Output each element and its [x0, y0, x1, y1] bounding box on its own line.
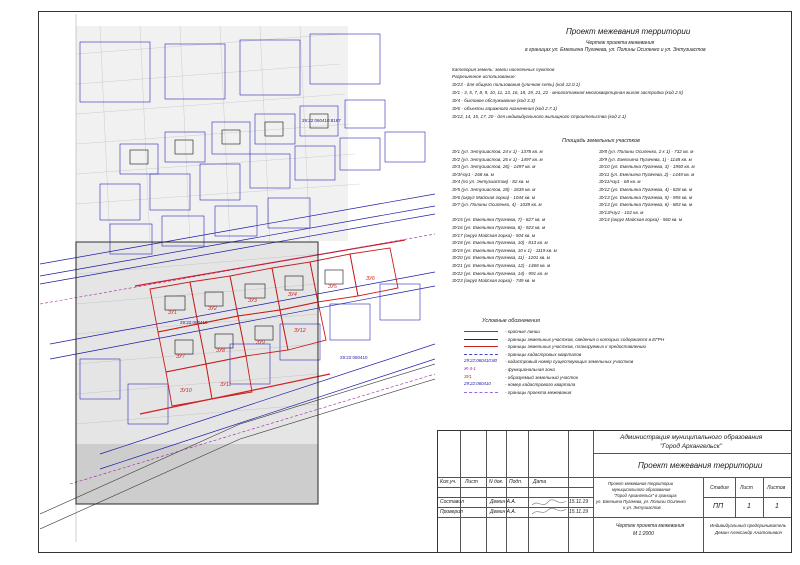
cadastral-number-label: 29:22:060410:8167 [302, 118, 341, 123]
stamp-row2-name: Демин А.А. [490, 509, 517, 515]
stamp-divider [438, 507, 593, 508]
legend-line-swatch [464, 331, 498, 332]
stamp-org2: "Город Архангельск" [660, 443, 723, 450]
stamp-col-podp: Подп. [509, 479, 523, 485]
stamp-divider [438, 517, 791, 518]
legend-sample: ЗУ1 [464, 373, 472, 379]
stamp-sheet-value: 1 [747, 503, 751, 510]
area-item: ЗУ8 (ул. Полины Осипенко, 2 к 1) - 732 кв. м [599, 149, 694, 154]
legend-line-swatch [464, 339, 498, 340]
area-item: ЗУ11 (ул. Емельяна Пугачева, 2) - 1449 кв. м [599, 171, 695, 177]
area-item: ЗУ10 (ул. Емельяна Пугачева, 3) - 1950 кв. м [599, 164, 695, 170]
area-item: ЗУ4 (по ул. Энтузиастов) - 82 кв. м [452, 179, 529, 185]
land-category: Категория земель: земли населенных пунктов [452, 67, 555, 72]
parcel-label: ЗУ3 [248, 298, 257, 304]
stamp-divider [568, 431, 569, 552]
stamp-doc-title: Проект межевания территории [638, 461, 763, 470]
legend-label: - номер кадастрового квартала [505, 382, 576, 388]
area-item: ЗУ22 (ул. Емельяна Пугачева, 14) - 991 кв. м [452, 270, 548, 276]
area-item: ЗУ18 (ул. Емельяна Пугачева, 10) - 813 кв. м [452, 240, 548, 246]
stamp-divider [593, 453, 791, 454]
permitted-use-heading: Разрешенное использование: [452, 74, 516, 79]
stamp-row2-role: Проверил [440, 509, 463, 515]
stamp-divider [506, 431, 507, 552]
legend-line-swatch [464, 346, 498, 347]
stamp-sheets-label: Листов [767, 485, 786, 491]
stamp-author2: Демин Александр Анатольевич [715, 530, 783, 535]
cadastral-map [40, 14, 435, 542]
parcel-label: ЗУ8 [216, 348, 225, 354]
permitted-use-item: ЗУ6 - объекты гаражного назначения (код 2.7.1) [452, 106, 557, 111]
legend-label: - красные линии [505, 329, 540, 334]
stamp-divider [703, 477, 704, 552]
area-item: ЗУ17 (округ Майская горка) - 504 кв. м [452, 232, 536, 238]
area-item: ЗУ14 (округ Майская горка) - 560 кв. м [599, 217, 683, 223]
parcel-label: ЗУ4 [288, 292, 297, 298]
area-item: ЗУ21 (ул. Емельяна Пугачева, 12) - 1468 кв. м [452, 263, 551, 268]
legend-label: - образуемый земельный участок [505, 374, 579, 380]
sheet-subtitle-area: в границах ул. Емельяна Пугачева, ул. Полины Осипенко и ул. Энтузиастов [525, 47, 706, 53]
stamp-author1: Индивидуальный предприниматель [710, 523, 787, 528]
legend-label: - кадастровый номер существующих земельных участков [505, 359, 634, 365]
title-block [437, 430, 791, 552]
area-item: ЗУ13 (ул. Емельяна Пугачева, 5) - 955 кв. м [599, 194, 693, 200]
area-item: ЗУ12 (ул. Емельяна Пугачева, 4) - 828 кв. м [599, 187, 693, 192]
area-item: ЗУ2 (ул. Энтузиастов, 26 к 1) - 1497 кв. м [452, 156, 543, 162]
stamp-divider [460, 431, 461, 552]
stamp-desc3: "Город Архангельск" в границах [614, 493, 677, 498]
stamp-drawing-name: Чертеж проекта межевания [616, 523, 685, 529]
stamp-col-data: Дата [533, 479, 547, 485]
cadastral-quarter-label: 29:22:060410 [340, 355, 368, 360]
stamp-org: Администрация муниципального образования [620, 434, 763, 441]
areas-heading: Площадь земельных участков [562, 138, 640, 144]
legend-line-swatch [464, 354, 498, 355]
area-item: ЗУ20 (ул. Емельяна Пугачева, 11) - 1201 кв. м [452, 255, 550, 261]
legend-sample: Ж-4-1 [464, 366, 476, 371]
stamp-col-ndoc: N док. [489, 479, 504, 485]
area-item: ЗУ11/чзу1 - 68 кв. м [599, 179, 641, 185]
stamp-desc1: Проект межевания территории [608, 481, 674, 486]
map-svg [40, 14, 435, 542]
legend-label: - границы проекта межевания [505, 389, 572, 395]
area-item: ЗУ13/чзу1 - 102 кв. м [599, 209, 644, 215]
legend-label: - границы кадастровых кварталов [505, 351, 582, 357]
area-item: ЗУ7 (ул. Полины Осипенко, 4) - 1039 кв. м [452, 202, 542, 208]
legend-label: - функциональная зона [505, 367, 555, 372]
stamp-divider [593, 431, 594, 552]
stamp-row1-name: Демин А.А. [490, 499, 517, 505]
area-item: ЗУ5 (ул. Энтузиастов, 28) - 1835 кв. м [452, 187, 536, 192]
sheet-subtitle: Чертеж проекта межевания [586, 40, 655, 46]
legend-sample: 29:22:060410 [464, 381, 491, 387]
stamp-divider [438, 477, 791, 478]
stamp-divider [735, 477, 736, 517]
parcel-label: ЗУ9 [256, 340, 265, 346]
area-item: ЗУ15 (ул. Емельяна Пугачева, 7) - 827 кв. м [452, 217, 546, 223]
stamp-divider [486, 431, 487, 552]
cadastral-quarter-label: 29:22:060410 [180, 320, 208, 325]
stamp-row1-date: 15.11.19 [569, 499, 589, 505]
permitted-use-item: ЗУ23 - для общего пользования (уличная сеть) (код 12.0.1) [452, 82, 580, 87]
parcel-label: ЗУ2 [208, 306, 217, 312]
stamp-col-list: Лист [465, 479, 478, 485]
parcel-label: ЗУ7 [176, 354, 185, 360]
legend-label: - границы земельных участков, планируемых к предоставлению [505, 344, 646, 350]
legend-heading: Условные обозначения [482, 318, 541, 324]
legend-line-swatch [464, 392, 498, 393]
area-item: ЗУ9 (ул. Емельяна Пугачева, 1) - 1148 кв. м [599, 156, 692, 162]
parcel-label: ЗУ10 [180, 388, 192, 394]
parcel-label: ЗУ5 [328, 284, 337, 290]
stamp-scale: М 1:2000 [633, 531, 654, 537]
stamp-desc2: муниципального образования [612, 487, 671, 492]
stamp-desc5: и ул. Энтузиастов [623, 505, 661, 510]
area-item: ЗУ16 (ул. Емельяна Пугачева, 8) - 923 кв. м [452, 225, 546, 230]
area-item: ЗУ1 (ул. Энтузиастов, 24 к 1) - 1378 кв. м [452, 149, 543, 154]
stamp-divider [528, 431, 529, 552]
stamp-divider [763, 477, 764, 517]
parcel-label: ЗУ6 [366, 276, 375, 282]
parcel-label: ЗУ11 [220, 382, 232, 388]
area-item: ЗУ3/чзу1 - 268 кв. м [452, 171, 494, 177]
stamp-stage-value: ПП [713, 503, 724, 510]
area-item: ЗУ19 (ул. Емельяна Пугачева, 10 к 1) - 1119 кв. м [452, 247, 557, 253]
permitted-use-item: ЗУ4 - бытовое обслуживание (код 3.3) [452, 98, 535, 103]
stamp-divider [438, 487, 593, 488]
permitted-use-item: ЗУ12, 14, 15, 17, 20 - для индивидуального жилищного строительства (код 2.1) [452, 114, 626, 119]
permitted-use-item: ЗУ1 - 3, 5, 7, 8, 9, 10, 11, 13, 16, 18, 19, 21, 22 - многоэтажная многоквартирная жилая застройка (код 2.5) [452, 90, 683, 95]
parcel-label: ЗУ1 [168, 310, 177, 316]
area-item: ЗУ3 (ул. Энтузиастов, 26) - 1497 кв. м [452, 164, 536, 170]
stamp-row1-role: Составил [440, 499, 464, 505]
stamp-divider [703, 497, 791, 498]
stamp-divider [438, 497, 593, 498]
stamp-stage-label: Стадия [710, 485, 729, 491]
stamp-sheet-label: Лист [740, 485, 753, 491]
area-item: ЗУ23 (округ Майская горка) - 749 кв. м [452, 278, 536, 284]
stamp-col-izm: Кол.уч. [440, 479, 457, 485]
stamp-desc4: ул. Емельяна Пугачева, ул. Полины Осипенко [596, 499, 686, 504]
stamp-row2-date: 15.11.19 [569, 509, 589, 515]
signature-scribble [530, 497, 568, 517]
legend-sample: 29:22:060410:80 [464, 358, 497, 364]
legend-label: - границы земельных участков, сведения о которых содержатся в ЕГРН [505, 336, 665, 342]
stamp-sheets-value: 1 [775, 503, 779, 510]
sheet-title: Проект межевания территории [566, 27, 691, 36]
parcel-label: ЗУ12 [294, 328, 306, 334]
area-item: ЗУ6 (округ Майская горка) - 1044 кв. м [452, 194, 536, 200]
area-item: ЗУ13 (ул. Емельяна Пугачева, 6) - 883 кв. м [599, 202, 693, 208]
